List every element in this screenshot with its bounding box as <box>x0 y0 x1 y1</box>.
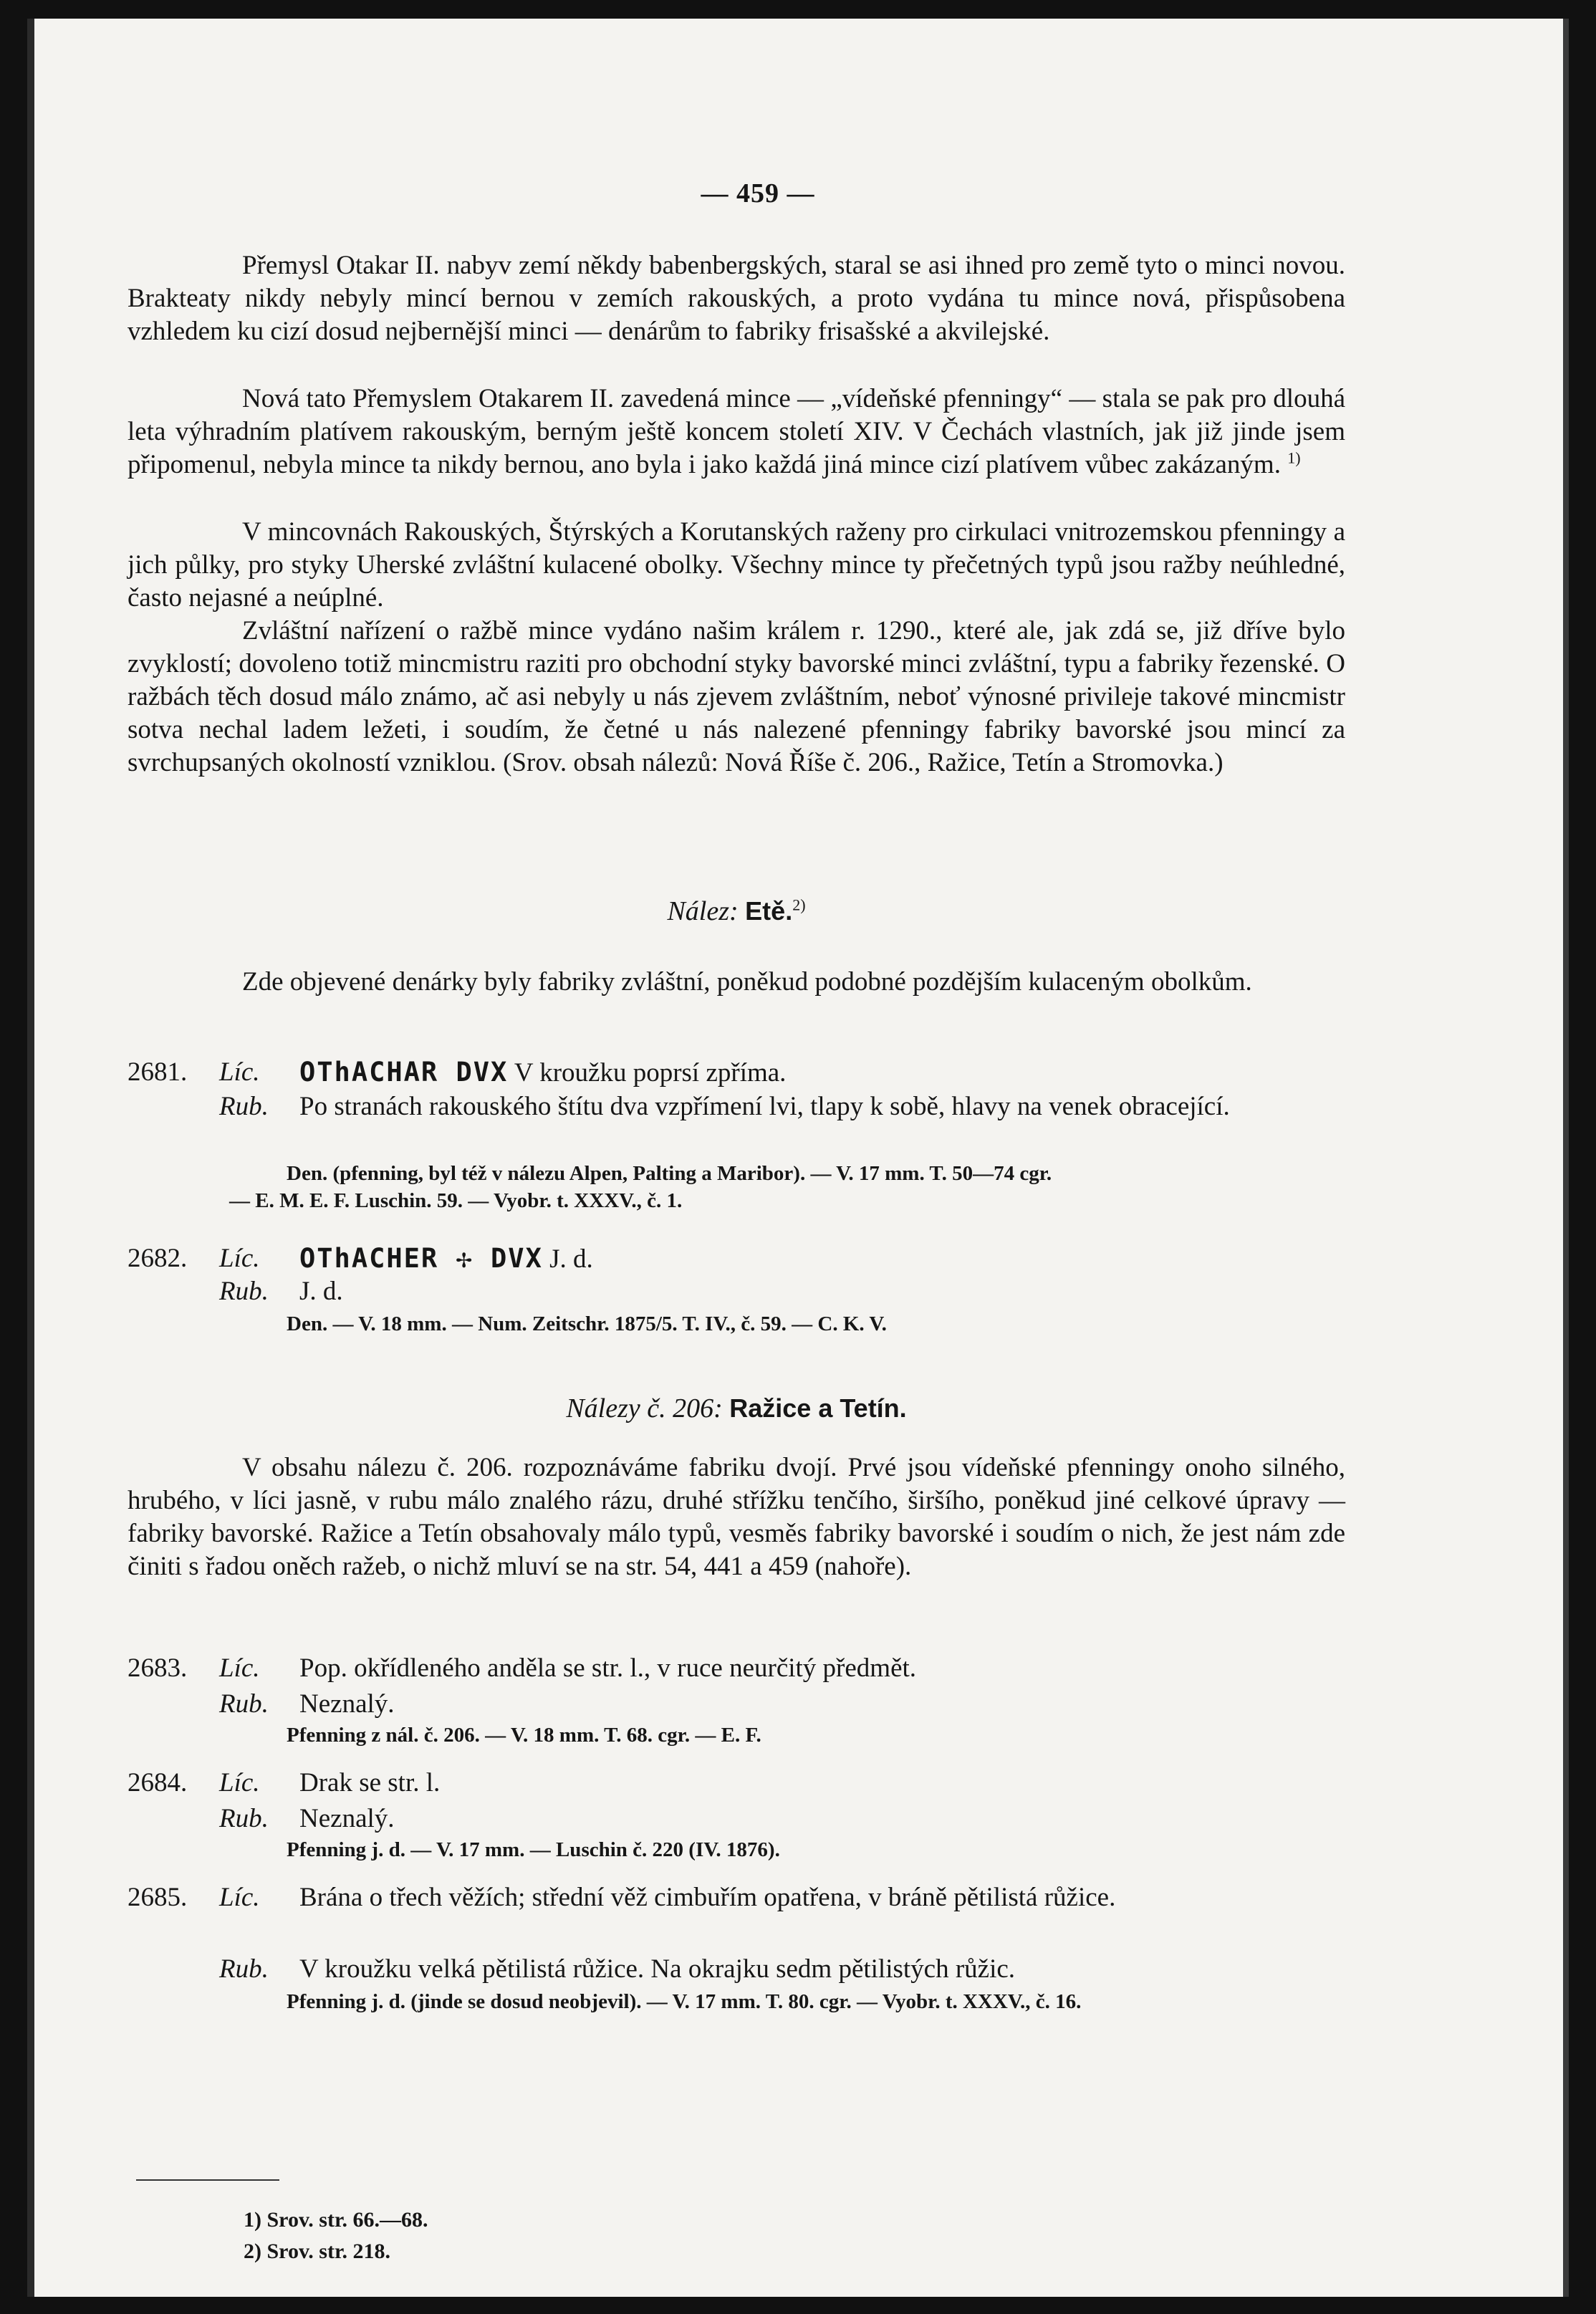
catalog-note: — E. M. E. F. Luschin. 59. — Vyobr. t. XXXV., č. 1. <box>229 1189 683 1212</box>
footnote-1: 1) Srov. str. 66.—68. <box>244 2208 428 2232</box>
catalog-note: Den. — V. 18 mm. — Num. Zeitschr. 1875/5. T. IV., č. 59. — C. K. V. <box>287 1312 887 1335</box>
page-number: — 459 — <box>701 178 815 208</box>
coin-legend: OThACHAR DVX <box>299 1057 509 1088</box>
footnote-rule <box>136 2179 279 2181</box>
intro-paragraph-2: Nová tato Přemyslem Otakarem II. zavedená mince — „vídeňské pfenningy“ — stala se pak pro dlouhá leta výhradním platívem rakouským, berným ještě koncem století XIV. V Čechách vlastních, jak již jinde jsem připomenul, nebyla mince ta nikdy bernou, ano byla i jako každá jiná mince cizí platívem vůbec zakázaným. $^{1)}$ <box>128 384 1345 479</box>
footnote-mark-1: 1) <box>1287 448 1301 467</box>
footnote-2: 2) Srov. str. 218. <box>244 2239 391 2263</box>
section-heading-ete: Nález: Etě.$^{2)}$ <box>667 896 806 926</box>
section-razice-text: V obsahu nálezu č. 206. rozpoznáváme fabriku dvojí. Prvé jsou vídeňské pfenningy onoho silného, hrubého, v líci jasně, v rubu málo znalého rázu, druhé střížku tenčího, širšího, poněkud jiné celkové úpravy — fabriky bavorské. Ražice a Tetín obsahovaly málo typů, vesměs fabriky bavorské i soudím o nich, že jest nám zde činiti s řadou oněch ražeb, o nichž mluví se na str. 54, 441 a 459 (nahoře). <box>128 1453 1345 1581</box>
scan-edge-right <box>1563 19 1569 2297</box>
coin-legend: OThACHER ✢ DVX <box>299 1243 543 1274</box>
intro-paragraph-4: Zvláštní nařízení o ražbě mince vydáno našim králem r. 1290., které ale, jak zdá se, již dříve bylo zvyklostí; dovoleno totiž mincmistru raziti pro obchodní styky bavorské minci zvláštní, typu a fabriky řezenské. O ražbách těch dosud málo známo, ač asi nebyly u nás zjevem zvláštním, neboť výnosné privileje takové mincmistr sotva nechal ladem ležeti, i soudím, že četné u nás nalezené pfenningy fabriky bavorské jsou mincí za svrchupsaných okolností vzniklou. (Srov. obsah nálezů: Nová Říše č. 206., Ražice, Tetín a Stromovka.) <box>128 616 1345 777</box>
document-page: — 459 — Přemysl Otakar II. nabyv zemí někdy babenbergských, staral se asi ihned pro země tyto o minci novou. Brakteaty nikdy nebyly mincí bernou v zemích rakouských, a proto vydána tu mince nová, přispůsobena vzhledem ku cizí dosud nejbernější minci — denárům to fabriky frisašské a akvilejské. Nová tato Přemyslem Otakarem II. zavedená mince — „vídeňské pfenningy“ — stala se pak pro dlouhá leta výhradním platívem rakouským, berným ještě koncem století XIV. V Čechách vlastních, jak již jinde jsem připomenul, nebyla mince ta nikdy bernou, ano byla i jako každá jiná mince cizí platívem vůbec zakázaným. $^{1)}$ V mincovnách Rakouských, Štýrských a Korutanských raženy pro cirkulaci vnitrozemskou pfenningy a jich půlky, pro styky Uherské zvláštní kulacené obolky. Všechny mince ty přečetných typů jsou ražby neúhledné, často nejasné a neúplné. Zvláštní nařízení o ražbě mince vydáno našim králem r. 1290., které ale, jak zdá se, již dříve bylo zvyklostí; dovoleno totiž mincmistru raziti pro obchodní styky bavorské minci zvláštní, typu a fabriky řezenské. O ražbách těch dosud málo známo, ač asi nebyly u nás zjevem zvláštním, neboť výnosné privileje takové mincmistr sotva nechal ladem ležeti, i soudím, že četné u nás nalezené pfenningy fabriky bavorské jsou mincí za svrchupsaných okolností vzniklou. (Srov. obsah nálezů: Nová Říše č. 206., Ražice, Tetín a Stromovka.) Nález: Etě.$^{2)}$ Zde objevené denárky byly fabriky zvláštní, poněkud podobné pozdějším kulaceným obolkům. 2681. Líc. OThACHAR DVX V kroužku poprsí zpříma. Rub. Po stranách rakouského štítu dva vzpřímení lvi, tlapy k sobě, hlavy na venek obracející. Den. (pfenning, byl též v nálezu Alpen, Palting a Maribor). — V. 17 mm. T. 50—74 cgr. — E. M. E. F. Luschin. 59. — Vyobr. t. XXXV., č. 1. 2682. Líc. OThACHER ✢ DVX J. d. Rub. J. d. Den. — V. 18 mm. — Num. Zeitschr. 1875/5. T. IV., č. 59. — C. K. V. Nálezy č. 206: Ražice a Tetín. V obsahu nálezu č. 206. rozpoznáváme fabriku dvojí. Prvé jsou vídeňské pfenningy onoho silného, hrubého, v líci jasně, v rubu málo znalého rázu, druhé střížku tenčího, širšího, poněkud jiné celkové úpravy — fabriky bavorské. Ražice a Tetín obsahovaly málo typů, vesměs fabriky bavorské i soudím o nich, že jest nám zde činiti s řadou oněch ražeb, o nichž mluví se na str. 54, 441 a 459 (nahoře). 2683. Líc. Pop. okřídleného anděla se str. l., v ruce neurčitý předmět. Rub. Neznalý. Pfenning z nál. č. 206. — V. 18 mm. T. 68. cgr. — E. F. 2684. Líc. Drak se str. l. Rub. Neznalý. Pfenning j. d. — V. 17 mm. — Luschin č. 220 (IV. 1876). 2685. Líc. Brána o třech věžích; střední věž cimbuřím opatřena, v bráně pětilistá růžice. Rub. V kroužku velká pětilistá růžice. Na okrajku sedm pětilistých růžic. Pfenning j. d. (jinde se dosud neobjevil). — V. 17 mm. T. 80. cgr. — Vyobr. t. XXXV., č. 16. 1) Srov. str. 66.—68. 2) Srov. str. 218. <box>27 19 1569 2297</box>
section-heading-razice: Nálezy č. 206: Ražice a Tetín. <box>566 1393 907 1424</box>
catalog-note: Pfenning j. d. (jinde se dosud neobjevil). — V. 17 mm. T. 80. cgr. — Vyobr. t. XXXV., č. 16. <box>287 1990 1082 2013</box>
scan-edge-left <box>27 19 34 2297</box>
catalog-note: Pfenning j. d. — V. 17 mm. — Luschin č. 220 (IV. 1876). <box>287 1838 780 1861</box>
section-ete-text: Zde objevené denárky byly fabriky zvláštní, poněkud podobné pozdějším kulaceným obolkům. <box>242 967 1252 997</box>
catalog-note: Den. (pfenning, byl též v nálezu Alpen, Palting a Maribor). — V. 17 mm. T. 50—74 cgr. <box>287 1162 1052 1185</box>
catalog-note: Pfenning z nál. č. 206. — V. 18 mm. T. 68. cgr. — E. F. <box>287 1724 761 1747</box>
intro-paragraph-3: V mincovnách Rakouských, Štýrských a Korutanských raženy pro cirkulaci vnitrozemskou pfenningy a jich půlky, pro styky Uherské zvláštní kulacené obolky. Všechny mince ty přečetných typů jsou ražby neúhledné, často nejasné a neúplné. <box>128 517 1345 613</box>
intro-paragraph-1: Přemysl Otakar II. nabyv zemí někdy babenbergských, staral se asi ihned pro země tyto o minci novou. Brakteaty nikdy nebyly mincí bernou v zemích rakouských, a proto vydána tu mince nová, přispůsobena vzhledem ku cizí dosud nejbernější minci — denárům to fabriky frisašské a akvilejské. <box>128 251 1345 346</box>
